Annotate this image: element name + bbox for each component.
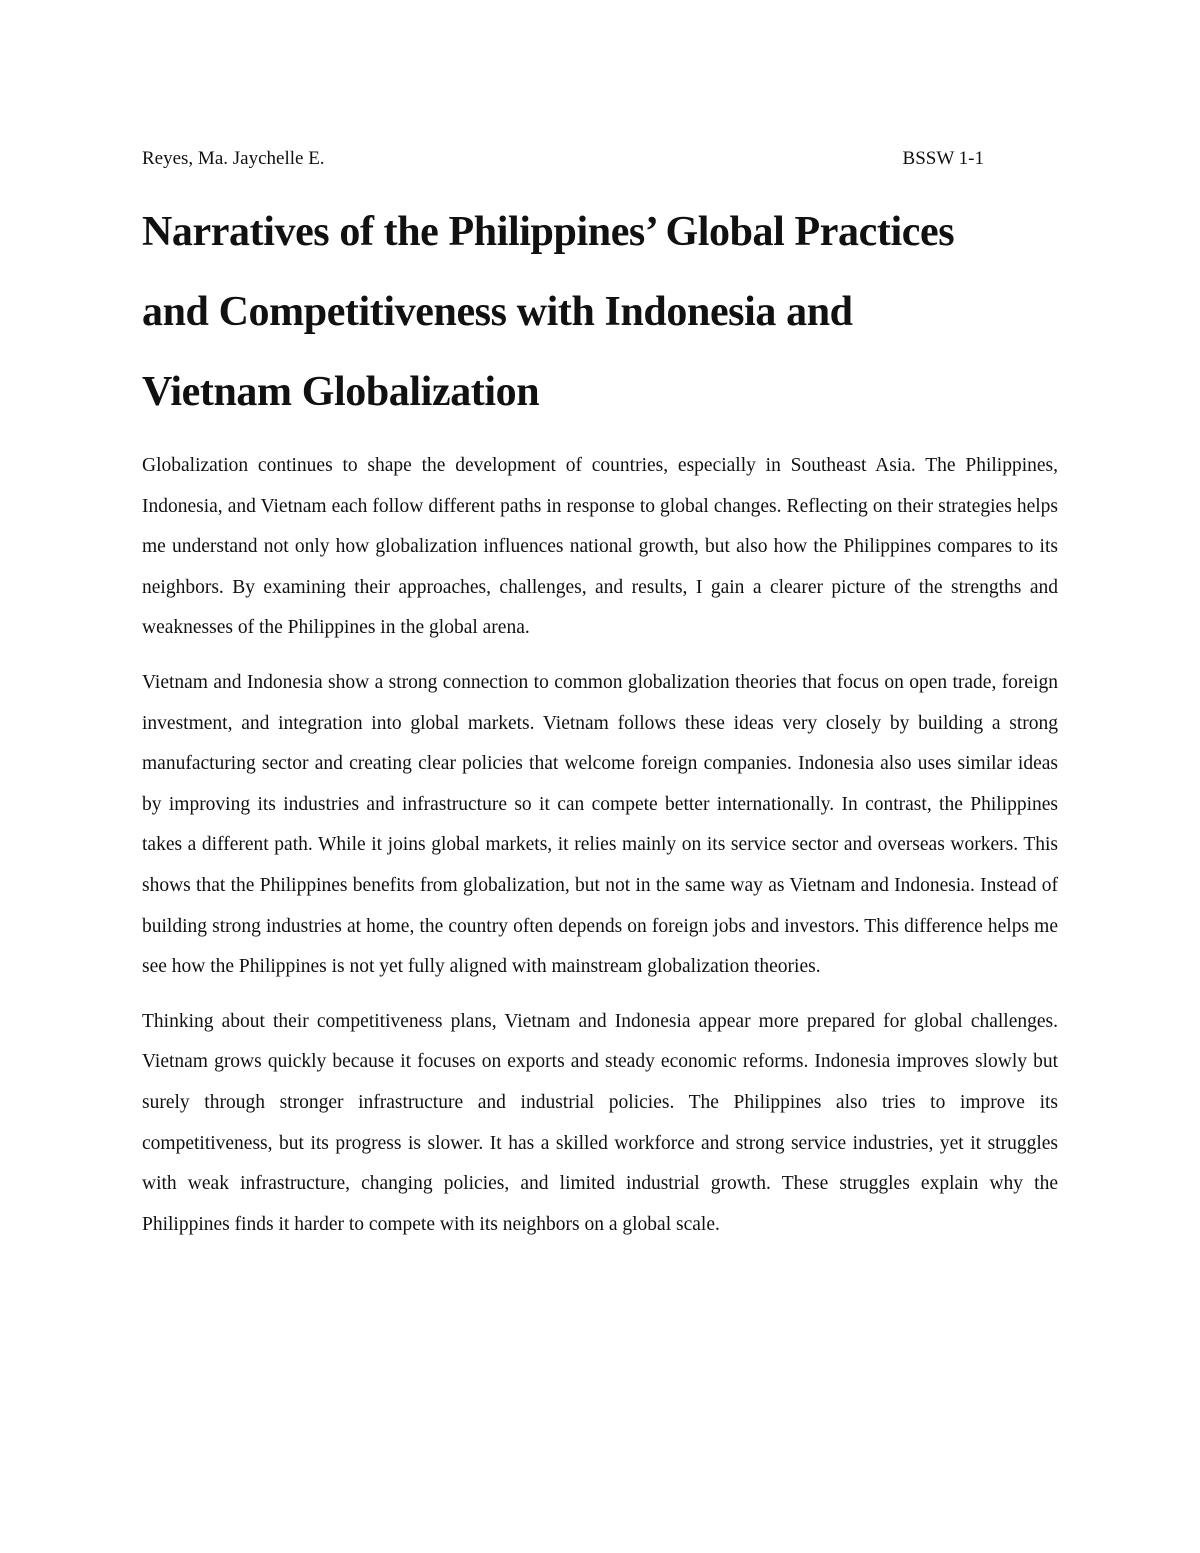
document-title: [142, 192, 1082, 432]
document-header: [142, 146, 984, 172]
body-paragraph: Thinking about their competitiveness plans, Vietnam and Indonesia appear more prepared for global challenges. Vietnam grows quickly because it focuses on exports and steady economic reforms. Indonesia improves slowly but surely through stronger infrastructure and industrial policies. The Philippines also tries to improve its competitiveness, but its progress is slower. It has a skilled workforce and strong service industries, yet it struggles with weak infrastructure, changing policies, and limited industrial growth. These struggles explain why the Philippines finds it harder to compete with its neighbors on a global scale.: [142, 1010, 1058, 1235]
title-line: Narratives of the Philippines’ Global Practices: [142, 209, 955, 255]
body-paragraph: Globalization continues to shape the development of countries, especially in Southeast Asia. The Philippines, Indonesia, and Vietnam each follow different paths in response to global changes. Reflecting on their strategies helps me understand not only how globalization influences national growth, but also how the Philippines compares to its neighbors. By examining their approaches, challenges, and results, I gain a clearer picture of the strengths and weaknesses of the Philippines in the global arena.: [142, 455, 1058, 639]
title-line: Vietnam Globalization: [142, 369, 540, 415]
class-section: BSSW 1-1: [902, 148, 984, 169]
title-line: and Competitiveness with Indonesia and: [142, 289, 853, 335]
document-body: [142, 446, 1058, 1259]
student-name: Reyes, Ma. Jaychelle E.: [142, 148, 325, 169]
body-paragraph: Vietnam and Indonesia show a strong connection to common globalization theories that focus on open trade, foreign investment, and integration into global markets. Vietnam follows these ideas very closely by building a strong manufacturing sector and creating clear policies that welcome foreign companies. Indonesia also uses similar ideas by improving its industries and infrastructure so it can compete better internationally. In contrast, the Philippines takes a different path. While it joins global markets, it relies mainly on its service sector and overseas workers. This shows that the Philippines benefits from globalization, but not in the same way as Vietnam and Indonesia. Instead of building strong industries at home, the country often depends on foreign jobs and investors. This difference helps me see how the Philippines is not yet fully aligned with mainstream globalization theories.: [142, 671, 1058, 978]
